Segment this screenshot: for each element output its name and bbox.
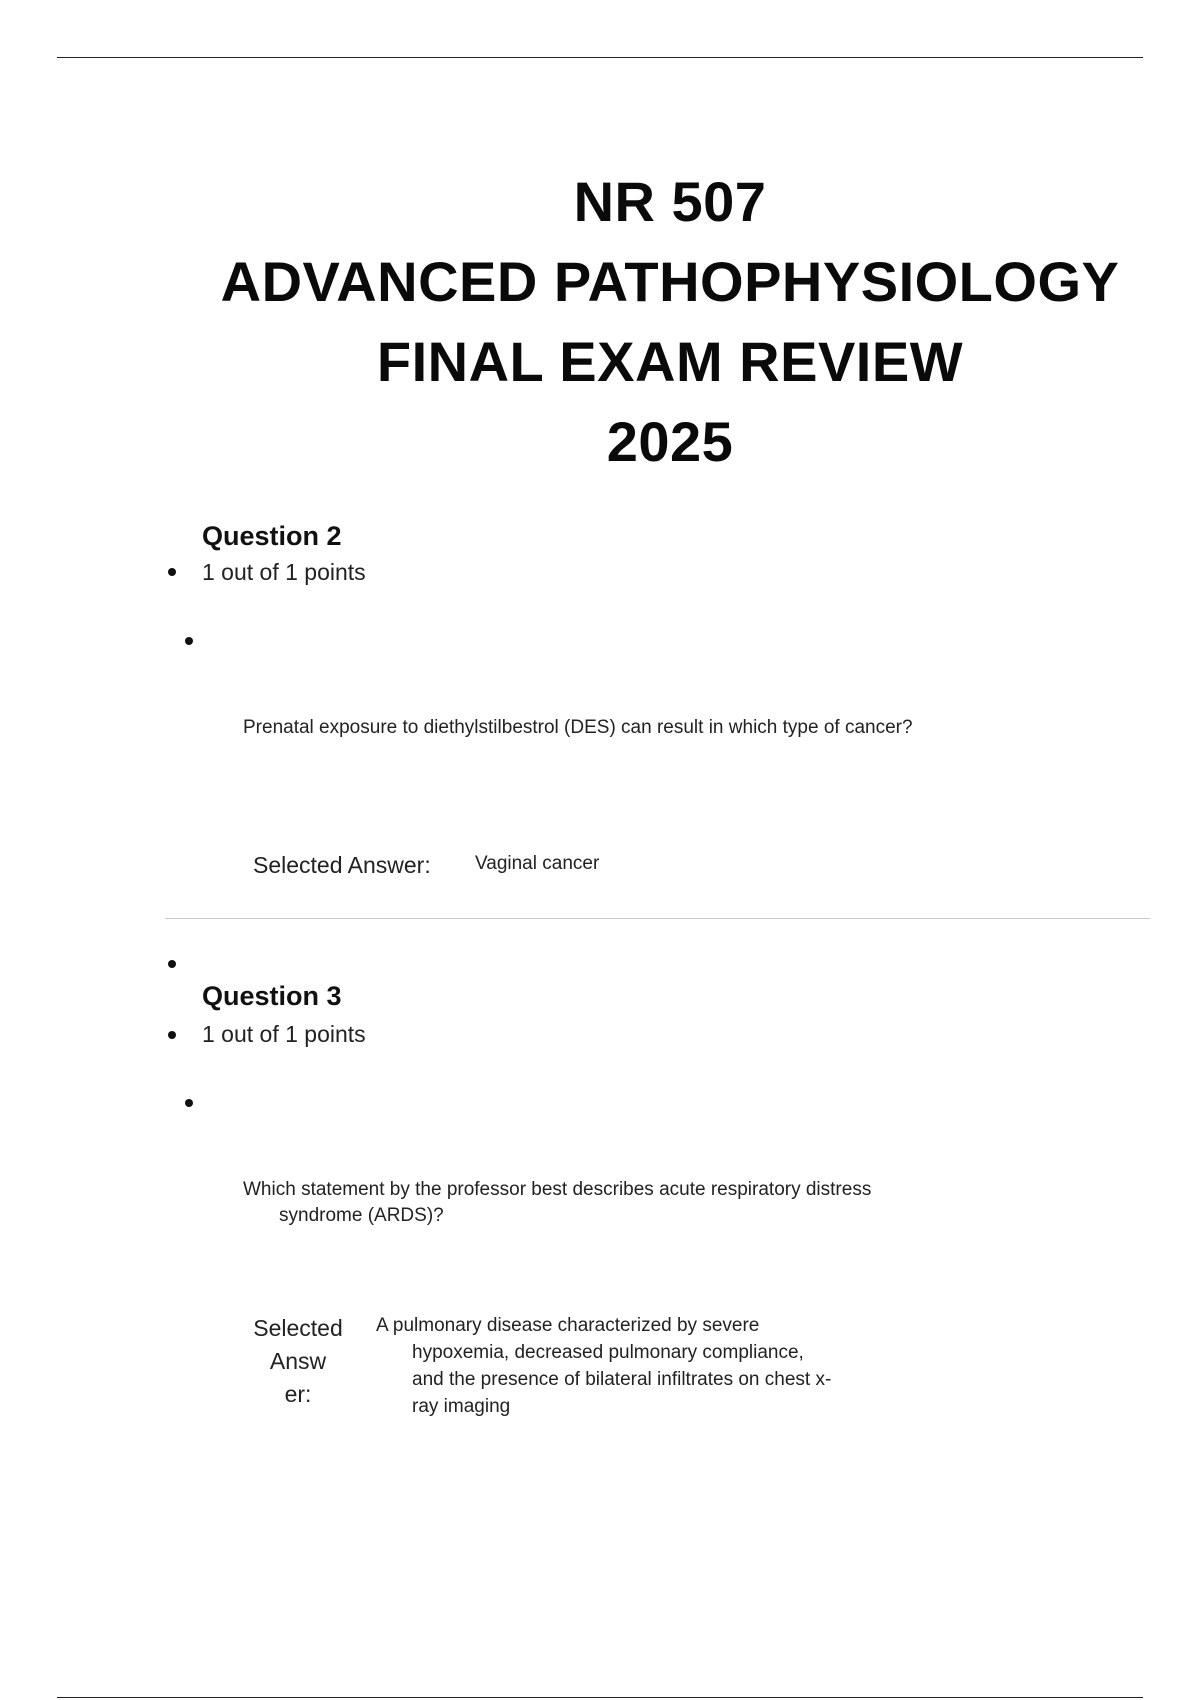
question-2-points: 1 out of 1 points: [202, 559, 366, 585]
selected-label-line: Answ: [269, 1348, 327, 1374]
title-line-course: NR 507: [573, 170, 767, 233]
selected-label-line: er:: [284, 1381, 312, 1407]
question-2-text: Prenatal exposure to diethylstilbestrol (DES) can result in which type of cancer?: [243, 717, 913, 738]
question-divider: [165, 918, 1150, 919]
title-line-exam: FINAL EXAM REVIEW: [376, 330, 964, 393]
top-rule: [57, 57, 1143, 58]
bullet-dot: [168, 960, 176, 968]
question-3-heading: Question 3: [202, 981, 342, 1011]
question-2-selected-answer: Vaginal cancer: [475, 853, 600, 874]
bullet-dot: [168, 1031, 176, 1039]
question-2-heading: Question 2: [202, 521, 342, 551]
title-line-year: 2025: [606, 410, 734, 473]
question-3-text: Which statement by the professor best describes acute respiratory distress syndrome (ARDS)?: [243, 1179, 872, 1226]
bottom-rule: [57, 1697, 1143, 1698]
bullet-dot: [185, 637, 193, 645]
bullet-dot: [168, 568, 176, 576]
question-3-selected-answer: A pulmonary disease characterized by severe hypoxemia, decreased pulmonary compliance, and the presence of bilateral infiltrates on chest x-ray imaging: [376, 1315, 832, 1417]
question-3-selected-label: [248, 1312, 348, 1411]
bullet-dot: [185, 1099, 193, 1107]
document-title: [170, 162, 1170, 482]
selected-label-line: Selected: [253, 1315, 343, 1341]
question-2-selected-label: Selected Answer:: [253, 852, 431, 878]
title-line-subject: ADVANCED PATHOPHYSIOLOGY: [220, 250, 1120, 313]
question-3-points: 1 out of 1 points: [202, 1021, 366, 1047]
